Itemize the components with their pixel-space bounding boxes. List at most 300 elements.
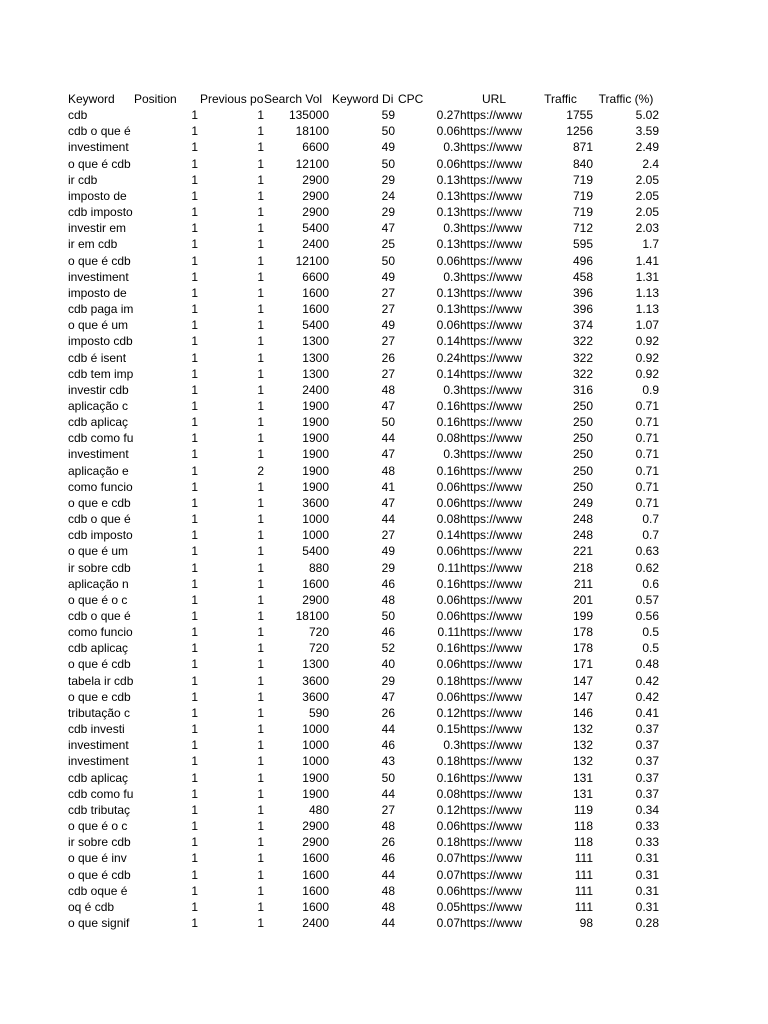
keyword-difficulty-cell[interactable]: 27 — [381, 802, 395, 817]
keyword-difficulty-cell[interactable]: 46 — [381, 625, 395, 640]
keyword-cell[interactable]: aplicação c — [68, 398, 129, 413]
previous-position-cell[interactable]: 1 — [257, 528, 264, 543]
position-cell[interactable]: 1 — [191, 140, 198, 155]
position-cell[interactable]: 1 — [191, 528, 198, 543]
previous-position-cell[interactable]: 1 — [257, 318, 264, 333]
keyword-difficulty-cell[interactable]: 47 — [381, 398, 395, 413]
header-traffic-percent[interactable]: Traffic (%) — [598, 92, 654, 106]
url-cell[interactable]: https://www — [460, 560, 523, 575]
traffic-percent-cell[interactable]: 2.05 — [635, 188, 659, 203]
previous-position-cell[interactable]: 1 — [257, 350, 264, 365]
search-volume-cell[interactable]: 2900 — [302, 172, 329, 187]
keyword-cell[interactable]: cdb investi — [68, 722, 125, 737]
traffic-cell[interactable]: 119 — [573, 802, 593, 817]
traffic-percent-cell[interactable]: 0.37 — [635, 754, 659, 769]
position-cell[interactable]: 1 — [191, 754, 198, 769]
search-volume-cell[interactable]: 1600 — [302, 285, 329, 300]
cpc-cell[interactable]: 0.18 — [436, 754, 460, 769]
keyword-difficulty-cell[interactable]: 29 — [381, 673, 395, 688]
cpc-cell[interactable]: 0.06 — [436, 883, 460, 898]
keyword-difficulty-cell[interactable]: 47 — [381, 689, 395, 704]
keyword-difficulty-cell[interactable]: 47 — [381, 447, 395, 462]
traffic-cell[interactable]: 146 — [572, 705, 593, 720]
url-cell[interactable]: https://www — [460, 124, 523, 139]
keyword-cell[interactable]: cdb imposto — [68, 528, 133, 543]
traffic-percent-cell[interactable]: 0.71 — [635, 463, 659, 478]
position-cell[interactable]: 1 — [191, 253, 198, 268]
search-volume-cell[interactable]: 1900 — [302, 431, 329, 446]
traffic-cell[interactable]: 719 — [572, 188, 593, 203]
cpc-cell[interactable]: 0.3 — [443, 447, 460, 462]
previous-position-cell[interactable]: 1 — [257, 512, 264, 527]
previous-position-cell[interactable]: 1 — [257, 108, 264, 123]
traffic-cell[interactable]: 719 — [572, 205, 593, 220]
keyword-difficulty-cell[interactable]: 26 — [381, 835, 395, 850]
previous-position-cell[interactable]: 1 — [257, 835, 264, 850]
traffic-cell[interactable]: 1256 — [566, 124, 593, 139]
keyword-difficulty-cell[interactable]: 47 — [381, 495, 395, 510]
keyword-cell[interactable]: o que é o c — [68, 592, 128, 607]
search-volume-cell[interactable]: 3600 — [302, 673, 329, 688]
search-volume-cell[interactable]: 5400 — [302, 544, 329, 559]
previous-position-cell[interactable]: 1 — [257, 560, 264, 575]
search-volume-cell[interactable]: 480 — [308, 802, 329, 817]
previous-position-cell[interactable]: 1 — [257, 544, 264, 559]
cpc-cell[interactable]: 0.3 — [443, 738, 460, 753]
traffic-percent-cell[interactable]: 0.37 — [635, 786, 659, 801]
traffic-cell[interactable]: 250 — [572, 415, 593, 430]
traffic-percent-cell[interactable]: 0.71 — [635, 479, 659, 494]
search-volume-cell[interactable]: 1000 — [302, 738, 329, 753]
previous-position-cell[interactable]: 1 — [257, 431, 264, 446]
traffic-cell[interactable]: 322 — [572, 350, 593, 365]
position-cell[interactable]: 1 — [191, 463, 198, 478]
keyword-difficulty-cell[interactable]: 46 — [381, 576, 395, 591]
search-volume-cell[interactable]: 1000 — [302, 528, 329, 543]
previous-position-cell[interactable]: 1 — [257, 172, 264, 187]
keyword-cell[interactable]: o que e cdb — [68, 689, 131, 704]
keyword-difficulty-cell[interactable]: 41 — [381, 479, 395, 494]
search-volume-cell[interactable]: 1900 — [302, 479, 329, 494]
cpc-cell[interactable]: 0.06 — [436, 689, 460, 704]
url-cell[interactable]: https://www — [460, 851, 523, 866]
search-volume-cell[interactable]: 1900 — [302, 447, 329, 462]
position-cell[interactable]: 1 — [191, 915, 198, 930]
keyword-cell[interactable]: ir sobre cdb — [68, 835, 131, 850]
cpc-cell[interactable]: 0.11 — [437, 625, 460, 640]
keyword-difficulty-cell[interactable]: 27 — [381, 366, 395, 381]
search-volume-cell[interactable]: 1000 — [302, 512, 329, 527]
keyword-cell[interactable]: tabela ir cdb — [68, 673, 133, 688]
cpc-cell[interactable]: 0.06 — [436, 819, 460, 834]
keyword-difficulty-cell[interactable]: 59 — [381, 108, 395, 123]
previous-position-cell[interactable]: 1 — [257, 754, 264, 769]
cpc-cell[interactable]: 0.15 — [436, 722, 460, 737]
position-cell[interactable]: 1 — [191, 512, 198, 527]
previous-position-cell[interactable]: 1 — [257, 722, 264, 737]
position-cell[interactable]: 1 — [191, 398, 198, 413]
previous-position-cell[interactable]: 1 — [257, 447, 264, 462]
url-cell[interactable]: https://www — [460, 544, 523, 559]
cpc-cell[interactable]: 0.06 — [436, 544, 460, 559]
traffic-percent-cell[interactable]: 0.31 — [635, 867, 659, 882]
url-cell[interactable]: https://www — [460, 802, 523, 817]
traffic-cell[interactable]: 458 — [572, 269, 593, 284]
search-volume-cell[interactable]: 2900 — [302, 205, 329, 220]
keyword-cell[interactable]: investiment — [68, 738, 129, 753]
search-volume-cell[interactable]: 1000 — [302, 754, 329, 769]
keyword-cell[interactable]: aplicação n — [68, 576, 129, 591]
position-cell[interactable]: 1 — [191, 883, 198, 898]
url-cell[interactable]: https://www — [460, 705, 523, 720]
traffic-cell[interactable]: 147 — [572, 673, 593, 688]
search-volume-cell[interactable]: 2400 — [302, 915, 329, 930]
previous-position-cell[interactable]: 1 — [257, 366, 264, 381]
previous-position-cell[interactable]: 1 — [257, 738, 264, 753]
cpc-cell[interactable]: 0.16 — [436, 415, 460, 430]
position-cell[interactable]: 1 — [191, 867, 198, 882]
cpc-cell[interactable]: 0.06 — [436, 609, 460, 623]
traffic-cell[interactable]: 1755 — [566, 108, 593, 123]
keyword-difficulty-cell[interactable]: 29 — [381, 205, 395, 220]
header-keyword[interactable]: Keyword — [68, 92, 115, 106]
keyword-cell[interactable]: cdb como fu — [68, 786, 133, 801]
search-volume-cell[interactable]: 135000 — [288, 108, 329, 123]
keyword-cell[interactable]: investir em — [68, 221, 127, 236]
position-cell[interactable]: 1 — [191, 609, 198, 623]
previous-position-cell[interactable]: 1 — [257, 479, 264, 494]
position-cell[interactable]: 1 — [191, 237, 198, 252]
keyword-cell[interactable]: o que é cdb — [68, 156, 131, 171]
traffic-cell[interactable]: 250 — [572, 398, 593, 413]
keyword-difficulty-cell[interactable]: 48 — [381, 883, 395, 898]
previous-position-cell[interactable]: 1 — [257, 495, 264, 510]
url-cell[interactable]: https://www — [460, 609, 523, 623]
position-cell[interactable]: 1 — [191, 576, 198, 591]
cpc-cell[interactable]: 0.18 — [436, 835, 460, 850]
previous-position-cell[interactable]: 1 — [257, 302, 264, 317]
traffic-percent-cell[interactable]: 2.03 — [635, 221, 659, 236]
keyword-cell[interactable]: o que é cdb — [68, 253, 131, 268]
cpc-cell[interactable]: 0.06 — [436, 156, 460, 171]
traffic-cell[interactable]: 396 — [572, 285, 593, 300]
keyword-cell[interactable]: cdb tributaç — [68, 802, 131, 817]
traffic-percent-cell[interactable]: 0.71 — [635, 398, 659, 413]
search-volume-cell[interactable]: 2400 — [302, 237, 329, 252]
previous-position-cell[interactable]: 1 — [257, 592, 264, 607]
url-cell[interactable]: https://www — [460, 495, 523, 510]
position-cell[interactable]: 1 — [191, 205, 198, 220]
url-cell[interactable]: https://www — [460, 221, 523, 236]
url-cell[interactable]: https://www — [460, 431, 523, 446]
url-cell[interactable]: https://www — [460, 819, 523, 834]
cpc-cell[interactable]: 0.14 — [436, 366, 460, 381]
keyword-difficulty-cell[interactable]: 27 — [381, 285, 395, 300]
keyword-cell[interactable]: como funcio — [68, 479, 133, 494]
header-search-volume[interactable]: Search Vol — [264, 92, 323, 106]
cpc-cell[interactable]: 0.07 — [436, 867, 460, 882]
keyword-cell[interactable]: o que é cdb — [68, 657, 131, 672]
cpc-cell[interactable]: 0.13 — [436, 205, 460, 220]
position-cell[interactable]: 1 — [191, 382, 198, 397]
url-cell[interactable]: https://www — [460, 156, 523, 171]
position-cell[interactable]: 1 — [191, 819, 198, 834]
cpc-cell[interactable]: 0.16 — [436, 463, 460, 478]
previous-position-cell[interactable]: 1 — [257, 205, 264, 220]
keyword-difficulty-cell[interactable]: 46 — [381, 851, 395, 866]
search-volume-cell[interactable]: 2900 — [302, 592, 329, 607]
keyword-cell[interactable]: investiment — [68, 447, 129, 462]
position-cell[interactable]: 1 — [191, 625, 198, 640]
traffic-percent-cell[interactable]: 0.33 — [635, 835, 659, 850]
keyword-cell[interactable]: cdb paga im — [68, 302, 133, 317]
position-cell[interactable]: 1 — [191, 835, 198, 850]
traffic-cell[interactable]: 249 — [572, 495, 593, 510]
previous-position-cell[interactable]: 1 — [257, 285, 264, 300]
search-volume-cell[interactable]: 5400 — [302, 221, 329, 236]
search-volume-cell[interactable]: 1300 — [302, 350, 329, 365]
traffic-cell[interactable]: 132 — [572, 722, 593, 737]
search-volume-cell[interactable]: 2900 — [302, 819, 329, 834]
traffic-percent-cell[interactable]: 0.57 — [635, 592, 659, 607]
traffic-percent-cell[interactable]: 0.71 — [635, 415, 659, 430]
keyword-difficulty-cell[interactable]: 44 — [381, 915, 395, 930]
position-cell[interactable]: 1 — [191, 786, 198, 801]
keyword-cell[interactable]: cdb aplicaç — [68, 641, 129, 656]
traffic-percent-cell[interactable]: 0.33 — [635, 819, 659, 834]
cpc-cell[interactable]: 0.16 — [436, 770, 460, 785]
traffic-percent-cell[interactable]: 0.34 — [635, 802, 659, 817]
traffic-percent-cell[interactable]: 1.7 — [642, 237, 659, 252]
previous-position-cell[interactable]: 1 — [257, 883, 264, 898]
cpc-cell[interactable]: 0.07 — [436, 851, 460, 866]
search-volume-cell[interactable]: 12100 — [295, 253, 329, 268]
position-cell[interactable]: 1 — [191, 269, 198, 284]
traffic-cell[interactable]: 132 — [572, 738, 593, 753]
traffic-cell[interactable]: 111 — [574, 851, 593, 866]
keyword-cell[interactable]: cdb o que é — [68, 124, 131, 139]
cpc-cell[interactable]: 0.13 — [436, 237, 460, 252]
traffic-percent-cell[interactable]: 0.9 — [642, 382, 659, 397]
traffic-percent-cell[interactable]: 0.31 — [635, 851, 659, 866]
traffic-percent-cell[interactable]: 0.71 — [635, 431, 659, 446]
position-cell[interactable]: 1 — [191, 318, 198, 333]
keyword-cell[interactable]: oq é cdb — [68, 899, 115, 914]
keyword-difficulty-cell[interactable]: 52 — [381, 641, 395, 656]
position-cell[interactable]: 1 — [191, 479, 198, 494]
keyword-difficulty-cell[interactable]: 27 — [381, 334, 395, 349]
traffic-cell[interactable]: 131 — [572, 770, 593, 785]
url-cell[interactable]: https://www — [460, 625, 523, 640]
url-cell[interactable]: https://www — [460, 140, 523, 155]
traffic-cell[interactable]: 111 — [574, 899, 593, 914]
traffic-cell[interactable]: 840 — [572, 156, 593, 171]
search-volume-cell[interactable]: 880 — [308, 560, 329, 575]
traffic-cell[interactable]: 322 — [572, 366, 593, 381]
keyword-difficulty-cell[interactable]: 43 — [381, 754, 395, 769]
cpc-cell[interactable]: 0.13 — [436, 285, 460, 300]
keyword-difficulty-cell[interactable]: 50 — [381, 770, 395, 785]
keyword-difficulty-cell[interactable]: 49 — [381, 318, 395, 333]
position-cell[interactable]: 1 — [191, 657, 198, 672]
keyword-cell[interactable]: ir sobre cdb — [68, 560, 131, 575]
keyword-difficulty-cell[interactable]: 40 — [381, 657, 395, 672]
search-volume-cell[interactable]: 18100 — [295, 124, 329, 139]
search-volume-cell[interactable]: 1900 — [302, 786, 329, 801]
traffic-cell[interactable]: 118 — [573, 835, 593, 850]
search-volume-cell[interactable]: 1000 — [302, 722, 329, 737]
url-cell[interactable]: https://www — [460, 285, 523, 300]
position-cell[interactable]: 1 — [191, 156, 198, 171]
keyword-difficulty-cell[interactable]: 50 — [381, 609, 395, 623]
keyword-difficulty-cell[interactable]: 48 — [381, 592, 395, 607]
keyword-difficulty-cell[interactable]: 44 — [381, 786, 395, 801]
search-volume-cell[interactable]: 1300 — [302, 657, 329, 672]
traffic-percent-cell[interactable]: 2.49 — [635, 140, 659, 155]
keyword-difficulty-cell[interactable]: 50 — [381, 156, 395, 171]
url-cell[interactable]: https://www — [460, 689, 523, 704]
traffic-cell[interactable]: 250 — [572, 447, 593, 462]
position-cell[interactable]: 1 — [191, 770, 198, 785]
traffic-percent-cell[interactable]: 2.4 — [642, 156, 659, 171]
keyword-cell[interactable]: como funcio — [68, 625, 133, 640]
traffic-cell[interactable]: 147 — [572, 689, 593, 704]
search-volume-cell[interactable]: 1600 — [302, 851, 329, 866]
previous-position-cell[interactable]: 1 — [257, 673, 264, 688]
traffic-cell[interactable]: 98 — [579, 915, 593, 930]
position-cell[interactable]: 1 — [191, 124, 198, 139]
url-cell[interactable]: https://www — [460, 576, 523, 591]
url-cell[interactable]: https://www — [460, 334, 523, 349]
position-cell[interactable]: 1 — [191, 544, 198, 559]
traffic-cell[interactable]: 111 — [574, 883, 593, 898]
traffic-cell[interactable]: 171 — [572, 657, 593, 672]
keyword-difficulty-cell[interactable]: 44 — [381, 867, 395, 882]
search-volume-cell[interactable]: 1600 — [302, 899, 329, 914]
cpc-cell[interactable]: 0.08 — [436, 512, 460, 527]
keyword-cell[interactable]: imposto de — [68, 285, 127, 300]
url-cell[interactable]: https://www — [460, 657, 523, 672]
keyword-cell[interactable]: o que é um — [68, 544, 129, 559]
url-cell[interactable]: https://www — [460, 754, 523, 769]
cpc-cell[interactable]: 0.06 — [436, 657, 460, 672]
search-volume-cell[interactable]: 1900 — [302, 770, 329, 785]
cpc-cell[interactable]: 0.18 — [436, 673, 460, 688]
url-cell[interactable]: https://www — [460, 269, 523, 284]
traffic-cell[interactable]: 496 — [572, 253, 593, 268]
keyword-cell[interactable]: cdb oque é — [68, 883, 128, 898]
keyword-difficulty-cell[interactable]: 46 — [381, 738, 395, 753]
keyword-cell[interactable]: ir cdb — [68, 172, 98, 187]
keyword-difficulty-cell[interactable]: 50 — [381, 124, 395, 139]
position-cell[interactable]: 1 — [191, 705, 198, 720]
traffic-percent-cell[interactable]: 0.37 — [635, 722, 659, 737]
cpc-cell[interactable]: 0.12 — [436, 705, 460, 720]
url-cell[interactable]: https://www — [460, 172, 523, 187]
traffic-percent-cell[interactable]: 1.07 — [635, 318, 659, 333]
traffic-percent-cell[interactable]: 0.62 — [635, 560, 659, 575]
url-cell[interactable]: https://www — [460, 915, 523, 930]
previous-position-cell[interactable]: 1 — [257, 770, 264, 785]
traffic-percent-cell[interactable]: 0.92 — [635, 334, 659, 349]
url-cell[interactable]: https://www — [460, 318, 523, 333]
previous-position-cell[interactable]: 1 — [257, 867, 264, 882]
position-cell[interactable]: 1 — [191, 221, 198, 236]
keyword-cell[interactable]: cdb é isent — [68, 350, 127, 365]
keyword-cell[interactable]: cdb imposto — [68, 205, 133, 220]
previous-position-cell[interactable]: 1 — [257, 786, 264, 801]
previous-position-cell[interactable]: 1 — [257, 705, 264, 720]
traffic-cell[interactable]: 712 — [572, 221, 593, 236]
header-cpc[interactable]: CPC — [398, 92, 424, 106]
cpc-cell[interactable]: 0.06 — [436, 253, 460, 268]
keyword-cell[interactable]: investir cdb — [68, 382, 129, 397]
keyword-cell[interactable]: o que é o c — [68, 819, 128, 834]
search-volume-cell[interactable]: 2400 — [302, 382, 329, 397]
previous-position-cell[interactable]: 1 — [257, 237, 264, 252]
url-cell[interactable]: https://www — [460, 253, 523, 268]
traffic-percent-cell[interactable]: 1.31 — [635, 269, 659, 284]
traffic-cell[interactable]: 118 — [573, 819, 593, 834]
keyword-difficulty-cell[interactable]: 25 — [381, 237, 395, 252]
traffic-cell[interactable]: 131 — [572, 786, 593, 801]
url-cell[interactable]: https://www — [460, 188, 523, 203]
cpc-cell[interactable]: 0.3 — [443, 382, 460, 397]
keyword-difficulty-cell[interactable]: 49 — [381, 140, 395, 155]
position-cell[interactable]: 1 — [191, 899, 198, 914]
traffic-cell[interactable]: 248 — [572, 512, 593, 527]
search-volume-cell[interactable]: 720 — [308, 641, 329, 656]
traffic-percent-cell[interactable]: 0.56 — [635, 609, 659, 623]
traffic-percent-cell[interactable]: 1.13 — [635, 285, 659, 300]
url-cell[interactable]: https://www — [460, 641, 523, 656]
position-cell[interactable]: 1 — [191, 738, 198, 753]
previous-position-cell[interactable]: 1 — [257, 415, 264, 430]
previous-position-cell[interactable]: 1 — [257, 657, 264, 672]
keyword-cell[interactable]: aplicação e — [68, 463, 129, 478]
traffic-cell[interactable]: 211 — [573, 576, 593, 591]
url-cell[interactable]: https://www — [460, 786, 523, 801]
traffic-percent-cell[interactable]: 1.41 — [635, 253, 659, 268]
previous-position-cell[interactable]: 1 — [257, 802, 264, 817]
cpc-cell[interactable]: 0.14 — [436, 334, 460, 349]
url-cell[interactable]: https://www — [460, 108, 523, 123]
url-cell[interactable]: https://www — [460, 528, 523, 543]
previous-position-cell[interactable]: 1 — [257, 156, 264, 171]
url-cell[interactable]: https://www — [460, 899, 523, 914]
keyword-cell[interactable]: cdb tem imp — [68, 366, 133, 381]
keyword-cell[interactable]: imposto cdb — [68, 334, 133, 349]
traffic-percent-cell[interactable]: 0.7 — [642, 528, 659, 543]
cpc-cell[interactable]: 0.13 — [436, 188, 460, 203]
keyword-difficulty-cell[interactable]: 49 — [381, 544, 395, 559]
previous-position-cell[interactable]: 1 — [257, 140, 264, 155]
keyword-difficulty-cell[interactable]: 48 — [381, 819, 395, 834]
keyword-cell[interactable]: o que é inv — [68, 851, 127, 866]
previous-position-cell[interactable]: 1 — [257, 689, 264, 704]
position-cell[interactable]: 1 — [191, 415, 198, 430]
search-volume-cell[interactable]: 1900 — [302, 415, 329, 430]
previous-position-cell[interactable]: 1 — [257, 625, 264, 640]
previous-position-cell[interactable]: 1 — [257, 899, 264, 914]
url-cell[interactable]: https://www — [460, 237, 523, 252]
cpc-cell[interactable]: 0.16 — [436, 641, 460, 656]
url-cell[interactable]: https://www — [460, 883, 523, 898]
traffic-percent-cell[interactable]: 5.02 — [635, 108, 659, 123]
traffic-percent-cell[interactable]: 0.48 — [635, 657, 659, 672]
cpc-cell[interactable]: 0.16 — [436, 576, 460, 591]
keyword-difficulty-cell[interactable]: 26 — [381, 705, 395, 720]
